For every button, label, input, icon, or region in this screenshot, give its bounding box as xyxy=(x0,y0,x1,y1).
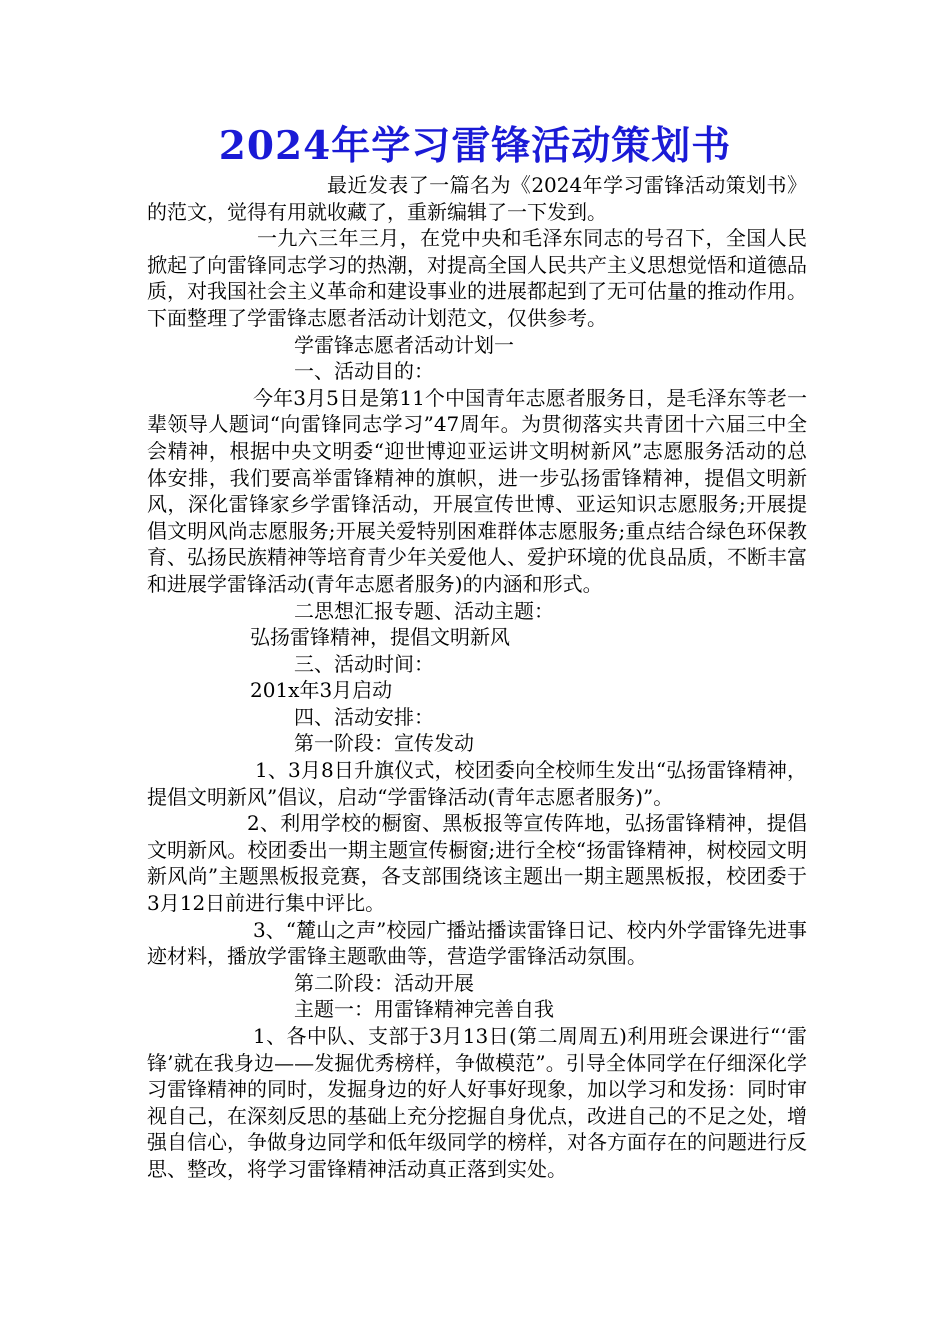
document-body xyxy=(147,172,807,1183)
background-paragraph: 一九六三年三月，在党中央和毛泽东同志的号召下，全国人民掀起了向雷锋同志学习的热潮，对提高全国人民共产主义思想觉悟和道德品质，对我国社会主义革命和建设事业的进展都起到了无可估量的推动作用。下面整理了学雷锋志愿者活动计划范文，仅供参考。 xyxy=(147,226,807,330)
section-heading-time: 三、活动时间： xyxy=(294,651,434,676)
list-item: 2、利用学校的橱窗、黑板报等宣传阵地，弘扬雷锋精神，提倡文明新风。校团委出一期主题宣传橱窗;进行全校“扬雷锋精神，树校园文明新风尚”主题黑板报竞赛，各支部围绕该主题出一期主题黑板报，校团委于3月12日前进行集中评比。 xyxy=(147,811,807,916)
section-heading-arrangement: 四、活动安排： xyxy=(294,704,434,729)
section-heading-theme: 二思想汇报专题、活动主题： xyxy=(294,598,554,623)
list-item: 1、各中队、支部于3月13日(第二周周五)利用班会课进行“‘雷锋’就在我身边——发掘优秀榜样，争做模范”。引导全体同学在仔细深化学习雷锋精神的同时，发掘身边的好人好事好现象，加以学习和发扬：同时审视自己，在深刻反思的基础上充分挖掘自身优点，改进自己的不足之处，增强自信心，争做身边同学和低年级同学的榜样，对各方面存在的问题进行反思、整改，将学习雷锋精神活动真正落到实处。 xyxy=(147,1024,807,1181)
stage-one-heading: 第一阶段：宣传发动 xyxy=(294,731,474,756)
plan-title: 学雷锋志愿者活动计划一 xyxy=(294,332,514,357)
time-text: 201x年3月启动 xyxy=(250,678,393,703)
purpose-paragraph: 今年3月5日是第11个中国青年志愿者服务日，是毛泽东等老一辈领导人题词“向雷锋同志学习”47周年。为贯彻落实共青团十六届三中全会精神，根据中央文明委“迎世博迎亚运讲文明树新风”志愿服务活动的总体安排，我们要高举雷锋精神的旗帜，进一步弘扬雷锋精神，提倡文明新风，深化雷锋家乡学雷锋活动，开展宣传世博、亚运知识志愿服务;开展提倡文明风尚志愿服务;开展关爱特别困难群体志愿服务;重点结合绿色环保教育、弘扬民族精神等培育青少年关爱他人、爱护环境的优良品质，不断丰富和进展学雷锋活动(青年志愿者服务)的内涵和形式。 xyxy=(147,385,807,596)
topic-one-heading: 主题一：用雷锋精神完善自我 xyxy=(294,997,554,1022)
document-title: 2024年学习雷锋活动策划书 xyxy=(218,123,732,169)
theme-text: 弘扬雷锋精神，提倡文明新风 xyxy=(250,625,510,650)
intro-paragraph: 最近发表了一篇名为《2024年学习雷锋活动策划书》的范文，觉得有用就收藏了，重新编辑了一下发到。 xyxy=(147,173,807,224)
list-item: 3、“麓山之声”校园广播站播读雷锋日记、校内外学雷锋先进事迹材料，播放学雷锋主题歌曲等，营造学雷锋活动氛围。 xyxy=(147,917,807,969)
section-heading-purpose: 一、活动目的： xyxy=(294,359,434,384)
stage-two-heading: 第二阶段：活动开展 xyxy=(294,970,474,995)
list-item: 1、3月8日升旗仪式，校团委向全校师生发出“弘扬雷锋精神，提倡文明新风”倡议，启动“学雷锋活动(青年志愿者服务)”。 xyxy=(147,758,807,809)
